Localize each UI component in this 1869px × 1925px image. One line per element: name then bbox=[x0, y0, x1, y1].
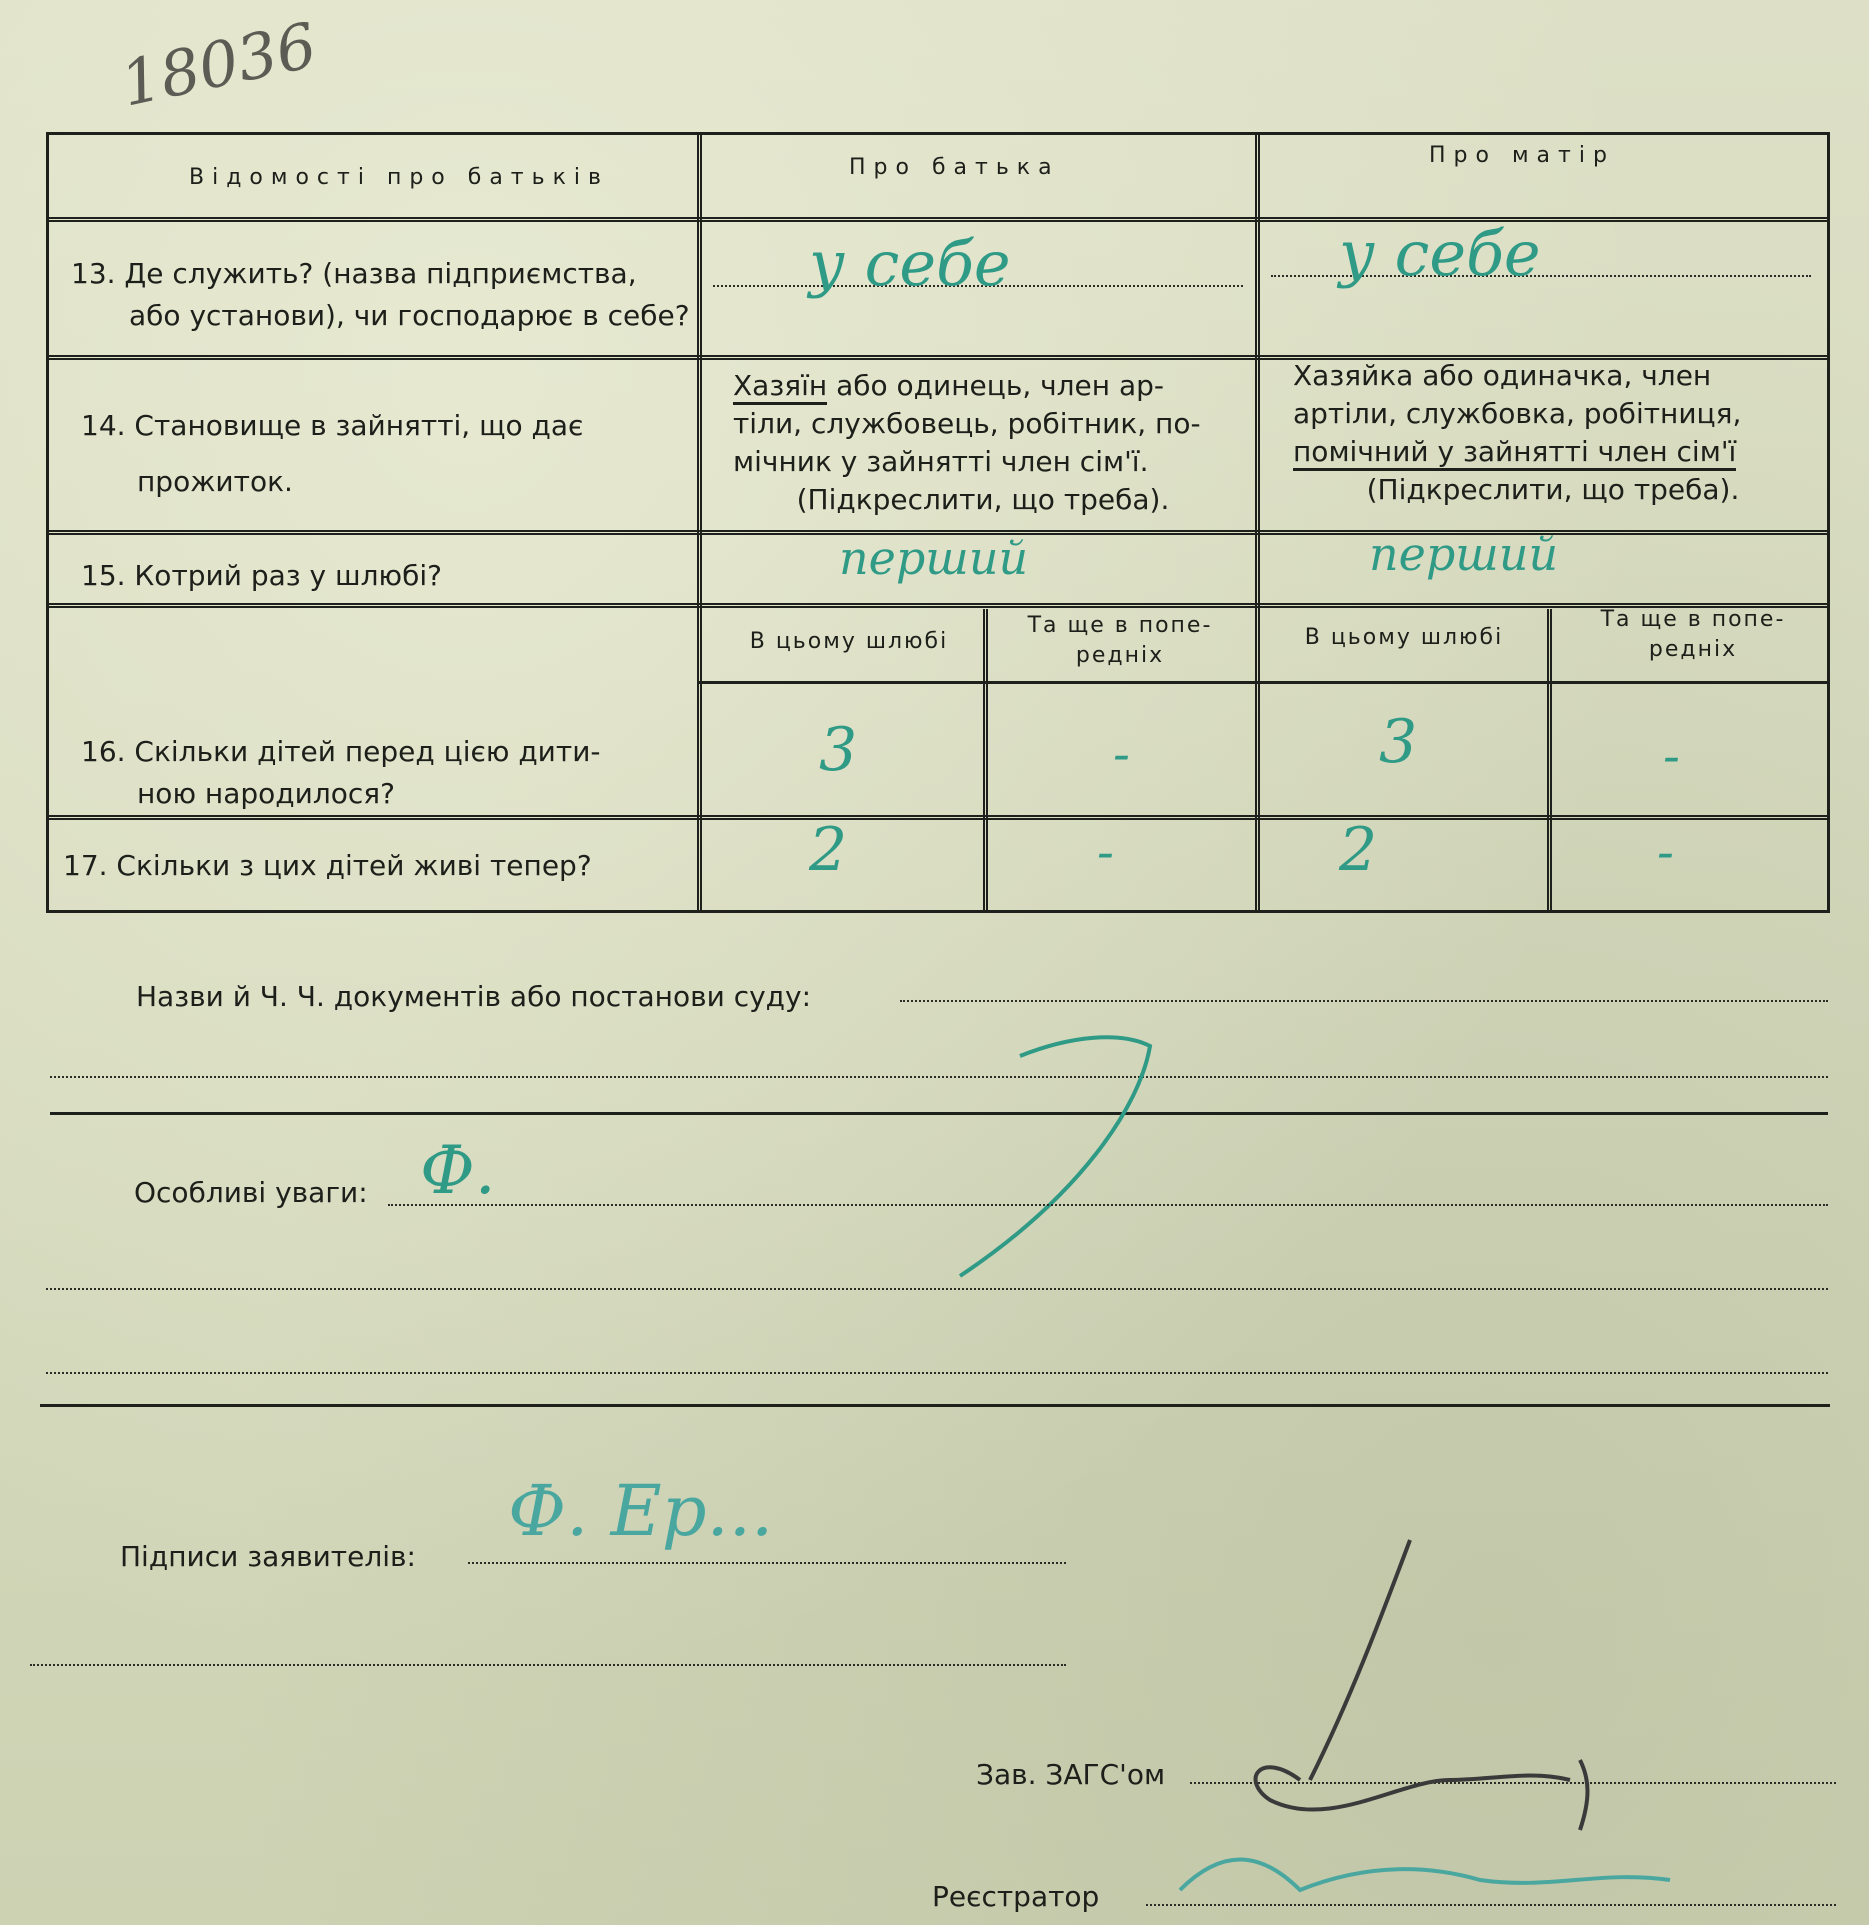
notes-line-1 bbox=[388, 1204, 1828, 1206]
notes-value: Ф. bbox=[420, 1132, 496, 1209]
q14-mother-selected: помічний у зайнятті член сім'ї bbox=[1293, 435, 1736, 471]
q16-label-line1: 16. Скільки дітей перед цією дити- bbox=[81, 735, 601, 768]
applicants-signature-line-2 bbox=[30, 1664, 1066, 1666]
q14-label-line1: 14. Становище в зайнятті, що дає bbox=[81, 409, 584, 442]
applicants-signature-value: Ф. Ер... bbox=[508, 1470, 774, 1552]
q17-mother-prev: - bbox=[1657, 823, 1674, 881]
mother-sub-this-marriage: В цьому шлюбі bbox=[1304, 625, 1504, 650]
col-divider-1 bbox=[697, 135, 702, 910]
applicants-signature-label: Підписи заявителів: bbox=[120, 1540, 416, 1573]
q17-label: 17. Скільки з цих дітей живі тепер? bbox=[63, 849, 592, 882]
head-zags-label: Зав. ЗАГС'ом bbox=[976, 1758, 1166, 1791]
col-divider-2 bbox=[1255, 135, 1260, 910]
q14-father-options: Хазяїн або одинець, член ар- тіли, службовець, робітник, по- мічник у зайнятті член сім'ї. (Підкреслити, що треба). bbox=[733, 369, 1201, 516]
notes-label: Особливі уваги: bbox=[134, 1176, 368, 1209]
subcol-divider-father bbox=[983, 609, 988, 910]
q13-label-line2: або установи), чи господарює в себе? bbox=[129, 299, 690, 332]
header-parents-info: Відомості про батьків bbox=[189, 165, 609, 190]
notes-line-3 bbox=[46, 1372, 1828, 1374]
q16-mother-prev: - bbox=[1663, 727, 1680, 785]
documents-line-1 bbox=[900, 1000, 1828, 1002]
parents-info-table bbox=[46, 132, 1830, 913]
subheader-divider bbox=[699, 681, 1827, 684]
mother-sub-previous: Та ще в попе- редніх bbox=[1600, 607, 1786, 662]
q17-mother-this: 2 bbox=[1339, 815, 1378, 885]
archive-number: 18036 bbox=[114, 8, 323, 121]
q16-father-prev: - bbox=[1113, 725, 1130, 783]
q15-label: 15. Котрий раз у шлюбі? bbox=[81, 559, 443, 592]
father-sub-previous: Та ще в попе- редніх bbox=[1027, 613, 1213, 668]
handwritten-stroke bbox=[960, 1037, 1150, 1276]
handwritten-mark-7 bbox=[940, 1016, 1180, 1306]
q15-father-answer: перший bbox=[839, 531, 1029, 585]
q14-label-line2: прожиток. bbox=[137, 465, 293, 498]
documents-section-rule bbox=[50, 1112, 1828, 1115]
q17-father-prev: - bbox=[1097, 823, 1114, 881]
header-father: Про батька bbox=[849, 155, 1060, 180]
header-divider bbox=[49, 217, 1827, 222]
head-zags-signature bbox=[1150, 1530, 1710, 1925]
q13-mother-answer: у себе bbox=[1339, 217, 1541, 290]
q13-label-line1: 13. Де служить? (назва підприємства, bbox=[71, 257, 637, 290]
q16-mother-this: 3 bbox=[1379, 707, 1418, 777]
documents-line-2 bbox=[50, 1076, 1828, 1078]
father-sub-this-marriage: В цьому шлюбі bbox=[749, 629, 949, 654]
notes-line-2 bbox=[46, 1288, 1828, 1290]
header-mother: Про матір bbox=[1429, 143, 1615, 168]
subcol-divider-mother bbox=[1547, 609, 1552, 910]
q14-father-selected: Хазяїн bbox=[733, 369, 827, 405]
signature-stroke-registrar bbox=[1180, 1860, 1670, 1890]
documents-label: Назви й Ч. Ч. документів або постанови суду: bbox=[136, 980, 812, 1013]
q16-father-this: 3 bbox=[819, 715, 858, 785]
notes-section-rule bbox=[40, 1404, 1830, 1407]
signature-stroke-head bbox=[1256, 1540, 1588, 1830]
registrar-label: Реєстратор bbox=[932, 1880, 1100, 1913]
applicants-signature-line bbox=[468, 1562, 1066, 1564]
q17-father-this: 2 bbox=[809, 815, 848, 885]
q14-mother-options: Хазяйка або одиначка, член артіли, службовка, робітниця, помічний у зайнятті член сім'ї (Підкреслити, що треба). bbox=[1293, 359, 1742, 506]
row16-divider bbox=[49, 815, 1827, 820]
q15-mother-answer: перший bbox=[1369, 527, 1559, 581]
q13-father-answer: у себе bbox=[809, 227, 1011, 300]
q16-label-line2: ною народилося? bbox=[137, 777, 395, 810]
